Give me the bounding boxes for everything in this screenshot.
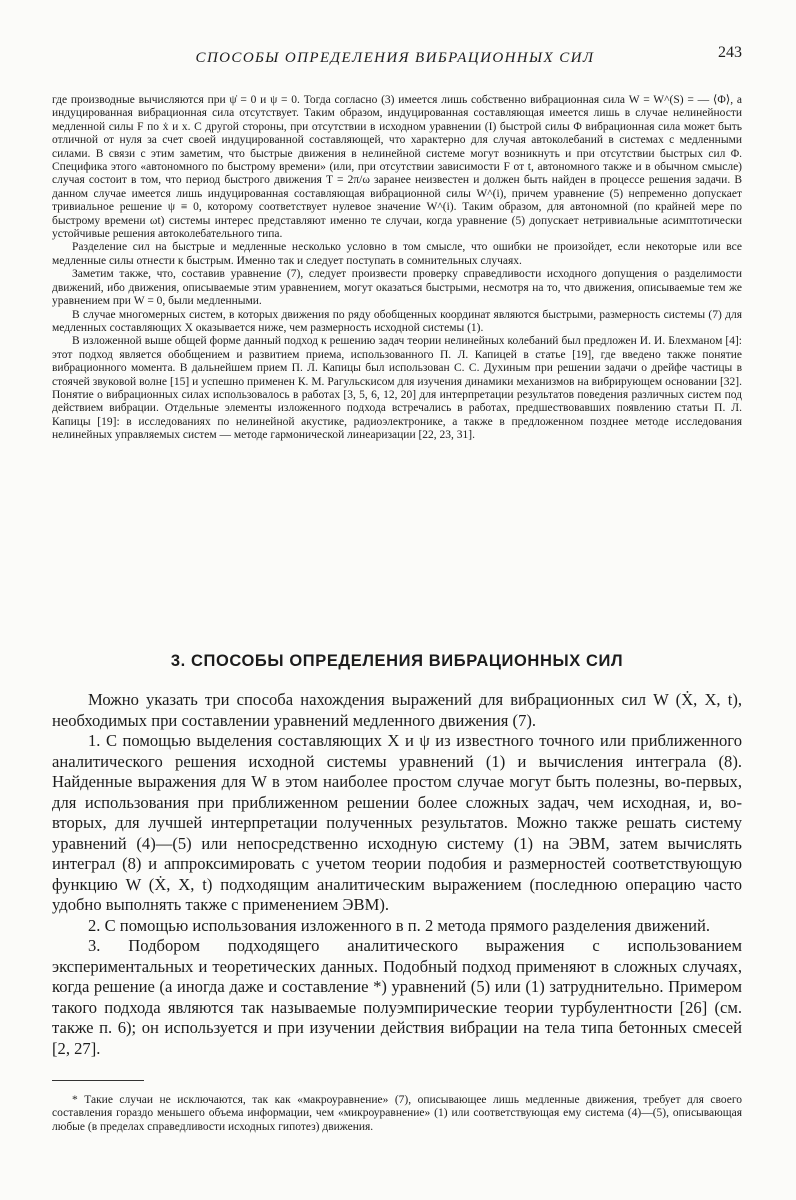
section-body: [52, 690, 742, 1059]
section-title: 3. СПОСОБЫ ОПРЕДЕЛЕНИЯ ВИБРАЦИОННЫХ СИЛ: [170, 652, 624, 670]
paragraph: В изложенной выше общей форме данный подход к решению задач теории нелинейных колебаний был предложен И. И. Блехманом [4]: этот подход является обобщением и развитием приема, использованного П. Л. Капицей в статье [19], где введено также понятие вибрационного момента. В дальнейшем прием П. Л. Капицы был использован С. С. Духиным при решении задачи о дрейфе частицы в стоячей звуковой волне [15] и успешно применен К. М. Рагульскисом для изучения динамики механизмов на вибрирующем основании [32]. Понятие о вибрационных силах использовалось в работах [3, 5, 6, 12, 20] для интерпретации результатов поведения различных систем под действием вибрации. Отдельные элементы изложенного подхода встречались в работах, предшествовавших появлению статьи П. Л. Капицы [19]: в исследованиях по нелинейной акустике, радиоэлектронике, а также в предложенном позднее методе исследования нелинейных управляемых систем — методе гармонической линеаризации [22, 23, 31].: [52, 335, 742, 442]
paragraph: где производные вычисляются при ψ̇ = 0 и ψ = 0. Тогда согласно (3) имеется лишь собственно вибрационная сила W = W^(S) = — ⟨Φ⟩, а индуцированная вибрационная сила отсутствует. Таким образом, индуцированная составляющая имеется лишь в случае нелинейности медленной силы F по ẋ и x. С другой стороны, при отсутствии в исходном уравнении (I) быстрой силы Φ вибрационная сила может быть отличной от нуля за счет своей индуцированной составляющей, что характерно для случая автоколебаний в системах с медленными силами. В связи с этим заметим, что быстрые движения в нелинейной системе могут возникнуть и при отсутствии быстрых сил Φ. Специфика этого «автономного по быстрому времени» (или, при отсутствии зависимости F от t, автономного также и в обычном смысле) случая состоит в том, что период быстрого движения T = 2π/ω заранее неизвестен и должен быть найден в процессе решения задачи. В данном случае имеется лишь индуцированная составляющая вибрационной силы W^(i), причем уравнение (5) непременно допускает тривиальное решение ψ ≡ 0, которому соответствует нулевое значение W^(i). Таким образом, для автономной (по крайней мере по быстрому времени ωt) системы интерес представляют именно те случаи, когда уравнение (5) допускает нетривиальные асимптотически устойчивые решения автоколебательного типа.: [52, 94, 742, 241]
paragraph: 3. Подбором подходящего аналитического выражения с использованием экспериментальных и теоретических данных. Подобный подход применяют в сложных случаях, когда решение (а иногда даже и составление *) уравнений (5) или (1) затруднительно. Примером такого подхода являются так называемые полуэмпирические теории турбулентности [26] (см. также п. 6); он используется и при изучении действия вибрации на тела типа бетонных смесей [2, 27].: [52, 936, 742, 1058]
paragraph: Можно указать три способа нахождения выражений для вибрационных сил W (Ẋ, X, t), необходимых при составлении уравнений медленного движения (7).: [52, 690, 742, 730]
paragraph: 1. С помощью выделения составляющих X и ψ из известного точного или приближенного аналитического решения исходной системы уравнений (1) и вычисления интеграла (8). Найденные выражения для W в этом наиболее простом случае могут быть полезны, во-первых, для использования при приближенном решении более сложных задач, чем исходная, и, во-вторых, для лучшей интерпретации полученных результатов. Можно также решать систему уравнений (4)—(5) или непосредственно исходную систему (1) на ЭВМ, затем вычислять интеграл (8) и аппроксимировать с учетом теории подобия и размерностей соответствующую функцию W (Ẋ, X, t) подходящим аналитическим выражением (последнюю операцию часто удобно выполнять также с применением ЭВМ).: [52, 731, 742, 914]
page-number: 243: [718, 44, 742, 61]
paragraph: 2. С помощью использования изложенного в п. 2 метода прямого разделения движений.: [88, 915, 710, 935]
paragraph: В случае многомерных систем, в которых движения по ряду обобщенных координат являются быстрыми, размерность системы (7) для медленных составляющих X оказывается ниже, чем размерность исходной системы (1).: [52, 308, 742, 334]
paragraph: Разделение сил на быстрые и медленные несколько условно в том смысле, что ошибки не произойдет, если некоторые или все медленные силы отнести к быстрым. Именно так и следует поступать в сомнительных случаях.: [52, 241, 742, 267]
footnote: [52, 1094, 742, 1134]
footnote-text: * Такие случаи не исключаются, так как «макроуравнение» (7), описывающее лишь медленные движения, требует для своего составления гораздо меньшего объема информации, чем «микроуравнение» (1) или соответствующая ему система (4)—(5), описывающая любые (в пределах справедливости исходных гипотез) движения.: [52, 1094, 742, 1133]
running-head: СПОСОБЫ ОПРЕДЕЛЕНИЯ ВИБРАЦИОННЫХ СИЛ: [195, 50, 595, 66]
preamble-text: [52, 94, 742, 443]
paragraph: Заметим также, что, составив уравнение (7), следует произвести проверку справедливости исходного допущения о разделимости движений, ибо движения, описываемые этим уравнением, могут оказаться быстрыми, несмотря на то, что движения, описываемые тем же уравнением при W = 0, были медленными.: [52, 268, 742, 308]
footnote-rule: [52, 1080, 144, 1081]
